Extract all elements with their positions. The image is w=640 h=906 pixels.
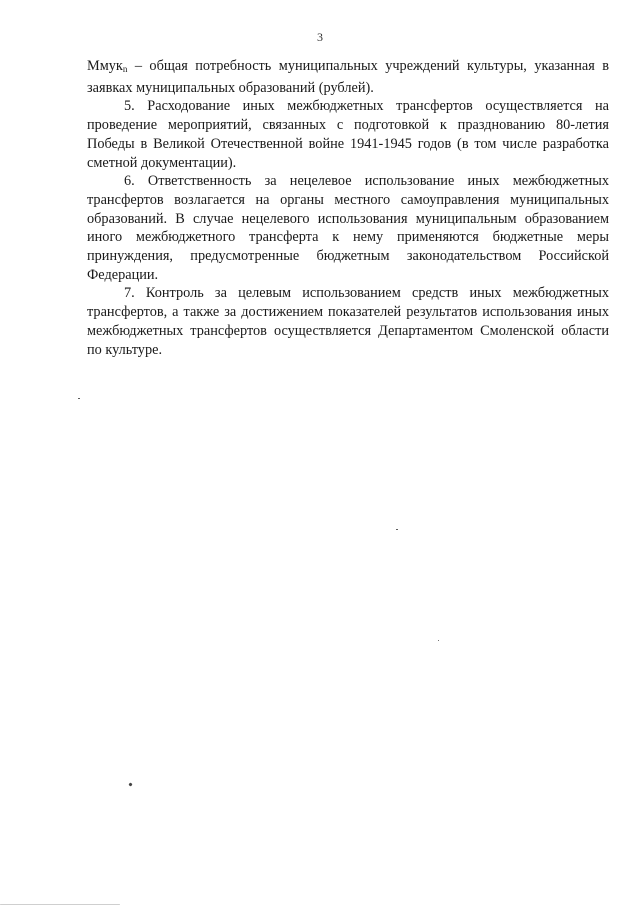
scan-speck — [396, 529, 398, 530]
page-number: 3 — [317, 30, 323, 44]
document-body — [87, 57, 609, 359]
formula-symbol: Ммук — [87, 58, 123, 74]
formula-subscript: n — [122, 64, 128, 74]
paragraph-5: 5. Расходование иных межбюджетных трансфертов осуществляется на проведение мероприятий, связанных с подготовкой к празднованию 80-летия Победы в Великой Отечественной войне 1941-1945 годов (в том числе разработка сметной документации). — [87, 98, 609, 171]
scan-speck — [128, 782, 132, 786]
formula-definition-text: – общая потребность муниципальных учреждений культуры, указанная в заявках муниципальных образований (рублей). — [87, 58, 609, 96]
formula-definition — [87, 57, 609, 97]
paragraph-7: 7. Контроль за целевым использованием средств иных межбюджетных трансфертов, а также за достижением показателей результатов использования иных межбюджетных трансфертов осуществляется Департаментом Смоленской области по культуре. — [87, 285, 609, 358]
scan-speck — [0, 904, 120, 905]
scan-speck — [78, 398, 80, 399]
scan-speck — [438, 640, 439, 641]
paragraph-6: 6. Ответственность за нецелевое использование иных межбюджетных трансфертов возлагается на органы местного самоуправления муниципальных образований. В случае нецелевого использования муниципальным образованием иного межбюджетного трансферта к нему применяются бюджетные меры принуждения, предусмотренные бюджетным законодательством Российской Федерации. — [87, 173, 609, 283]
